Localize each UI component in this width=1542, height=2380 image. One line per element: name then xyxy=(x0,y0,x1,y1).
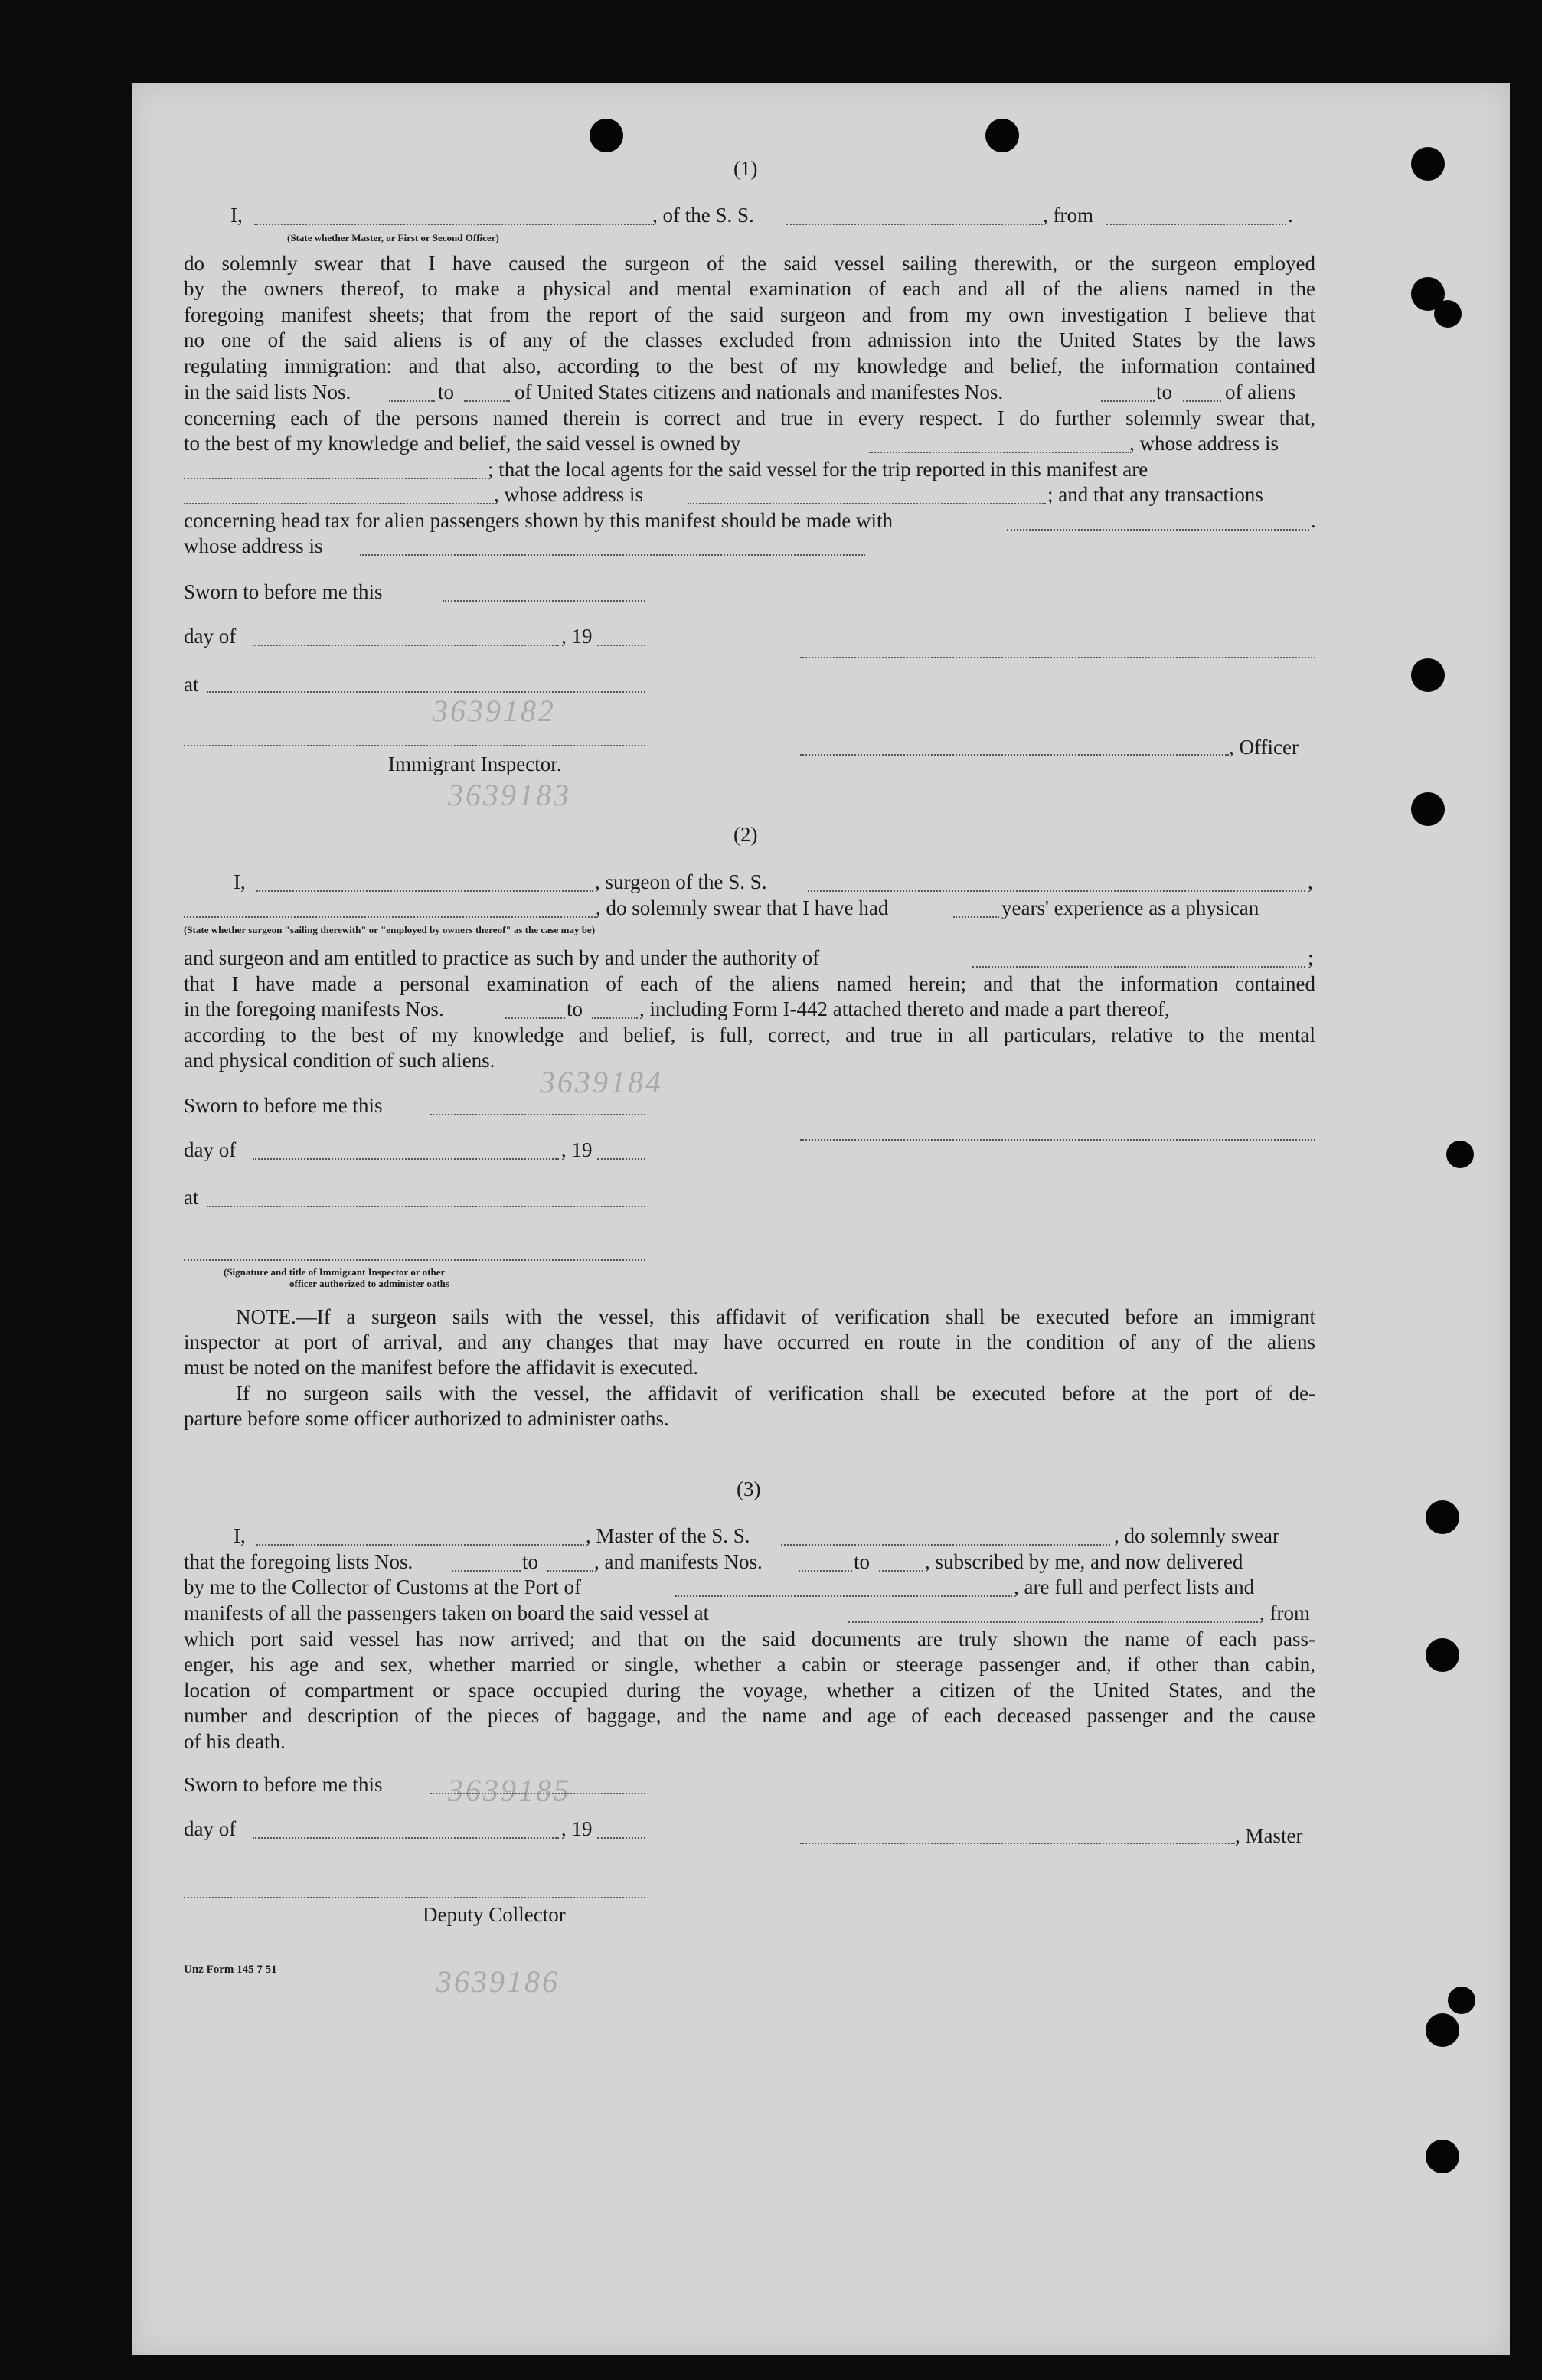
section-3-number: (3) xyxy=(737,1477,761,1500)
fill-line xyxy=(781,1544,1110,1546)
punch-hole xyxy=(1411,147,1445,181)
fill-line xyxy=(389,400,435,402)
sec3-text-line: which port said vessel has now arrived; and that on the said documents are truly shown the name of each pass- xyxy=(184,1627,1315,1650)
sec1-line10b: ; and that any transactions xyxy=(1047,483,1263,506)
fill-line xyxy=(800,1139,1315,1141)
punch-hole xyxy=(1411,792,1445,826)
fill-line xyxy=(1106,224,1286,225)
punch-hole xyxy=(1448,1987,1475,2014)
fill-line xyxy=(688,503,1046,504)
sec2-dayof: day of xyxy=(184,1138,237,1161)
sec1-dayof: day of xyxy=(184,625,237,648)
fill-line xyxy=(808,890,1305,892)
sec2-note-line5: parture before some officer authorized to administer oaths. xyxy=(184,1407,669,1430)
fill-line xyxy=(505,1017,565,1019)
fill-line xyxy=(256,1544,584,1546)
sec1-text-line: no one of the said aliens is of any of the classes excluded from admission into the United States by the laws xyxy=(184,328,1315,351)
sec1-officer: , Officer xyxy=(1229,736,1299,759)
sec1-text-line: foregoing manifest sheets; that from the report of the said surgeon and from my own investigation I believe that xyxy=(184,303,1315,326)
fill-line xyxy=(800,657,1315,658)
sec2-sig2: officer authorized to administer oaths xyxy=(289,1278,449,1289)
sec2-note: (State whether surgeon "sailing therewith" or "employed by owners thereof" as the case may be) xyxy=(184,924,596,935)
sec1-19: , 19 xyxy=(561,625,593,648)
fill-line xyxy=(879,1570,923,1572)
fill-line xyxy=(430,1114,645,1115)
sec1-line6b: to xyxy=(438,380,455,403)
sec3-deputy: Deputy Collector xyxy=(423,1903,566,1926)
sec3-master: , Master xyxy=(1235,1824,1303,1847)
fill-line xyxy=(464,400,510,402)
sec2-line5c: , including Form I-442 attached thereto and made a part thereof, xyxy=(639,997,1170,1020)
sec1-line6a: in the said lists Nos. xyxy=(184,380,351,403)
sec2-note-line: inspector at port of arrival, and any changes that may have occurred en route in the condition of any of the aliens xyxy=(184,1330,1315,1353)
punch-hole xyxy=(1434,300,1462,328)
sec2-line5b: to xyxy=(567,997,583,1020)
fill-line xyxy=(253,1158,559,1160)
fill-line xyxy=(443,600,645,602)
fill-line xyxy=(675,1595,1012,1597)
sec1-line9: ; that the local agents for the said vessel for the trip reported in this manifest are xyxy=(488,458,1148,481)
form-code: Unz Form 145 7 51 xyxy=(184,1964,277,1976)
fill-line xyxy=(953,916,999,918)
sec3-line2e: , subscribed by me, and now delivered xyxy=(925,1550,1243,1573)
sec2-sig1: (Signature and title of Immigrant Inspector or other xyxy=(224,1266,446,1278)
fill-line xyxy=(452,1570,521,1572)
sec3-line3b: , are full and perfect lists and xyxy=(1014,1575,1255,1598)
sec2-line1-i: I, xyxy=(234,870,246,893)
fill-line xyxy=(848,1621,1258,1623)
fill-line xyxy=(184,478,486,479)
sec1-line6c: of United States citizens and nationals and manifestes Nos. xyxy=(515,380,1004,403)
fill-line xyxy=(597,1158,645,1160)
sec1-at: at xyxy=(184,673,199,696)
sec1-text-line: by the owners thereof, to make a physical and mental examination of each and all of the aliens named in the xyxy=(184,277,1315,300)
sec1-line11-end: . xyxy=(1311,509,1316,532)
fill-line xyxy=(254,224,652,225)
sec1-inspector: Immigrant Inspector. xyxy=(388,753,562,775)
fill-line xyxy=(184,1259,645,1261)
sec3-line2a: that the foregoing lists Nos. xyxy=(184,1550,413,1573)
sec3-text-line: location of compartment or space occupied during the voyage, whether a citizen of the United States, and the xyxy=(184,1679,1315,1702)
fill-line xyxy=(592,1017,638,1019)
fill-line xyxy=(800,754,1229,756)
fill-line xyxy=(597,645,645,646)
fill-line xyxy=(207,1206,645,1207)
punch-hole xyxy=(1426,2140,1459,2173)
sec3-line4b: , from xyxy=(1259,1601,1310,1624)
sec2-sworn: Sworn to before me this xyxy=(184,1094,383,1117)
sec3-line9: of his death. xyxy=(184,1730,286,1753)
sec2-line1-ss: , surgeon of the S. S. xyxy=(595,870,767,893)
punch-hole xyxy=(1426,1638,1459,1672)
fill-line xyxy=(1183,400,1221,402)
sec3-text-line: enger, his age and sex, whether married or single, whether a cabin or steerage passenger and, if other than cabin, xyxy=(184,1653,1315,1676)
fill-line xyxy=(786,224,1043,225)
sec1-text-line: do solemnly swear that I have caused the surgeon of the said vessel sailing therewith, or the surgeon employed xyxy=(184,252,1315,275)
sec1-line6e: of aliens xyxy=(1225,380,1296,403)
sec1-line7: concerning each of the persons named therein is correct and true in every respect. I do further solemnly swear that, xyxy=(184,406,1315,429)
sec1-line11: concerning head tax for alien passengers shown by this manifest should be made with xyxy=(184,509,894,532)
sec3-line1-i: I, xyxy=(234,1524,246,1547)
fill-line xyxy=(799,1570,852,1572)
sec1-line1-ss: , of the S. S. xyxy=(652,204,754,227)
fill-line xyxy=(360,554,865,556)
faint-stamp: 3639186 xyxy=(436,1964,560,1999)
faint-stamp: 3639183 xyxy=(448,778,571,812)
sec2-note-line: NOTE.—If a surgeon sails with the vessel, this affidavit of verification shall be executed before an immigrant xyxy=(236,1305,1315,1328)
fill-line xyxy=(547,1570,593,1572)
sec1-line1-end: . xyxy=(1288,204,1293,227)
fill-line xyxy=(184,1897,645,1898)
fill-line xyxy=(972,966,1305,968)
punch-hole xyxy=(1446,1141,1474,1168)
sec2-line6: according to the best of my knowledge and belief, is full, correct, and true in all particulars, relative to the mental xyxy=(184,1023,1315,1046)
sec2-line3: and surgeon and am entitled to practice as such by and under the authority of xyxy=(184,946,820,969)
sec2-line3-end: ; xyxy=(1308,946,1314,969)
sec1-line6d: to xyxy=(1156,380,1173,403)
faint-stamp: 3639182 xyxy=(433,694,556,728)
sec3-19: , 19 xyxy=(561,1817,593,1840)
punch-hole xyxy=(1426,1500,1459,1534)
sec3-text-line: number and description of the pieces of baggage, and the name and age of each deceased passenger and the cause xyxy=(184,1704,1315,1727)
sec1-line8a: to the best of my knowledge and belief, the said vessel is owned by xyxy=(184,432,741,455)
sec1-line1-i: I, xyxy=(230,204,243,227)
sec2-line2b: years' experience as a physican xyxy=(1001,896,1259,919)
sec3-line4a: manifests of all the passengers taken on board the said vessel at xyxy=(184,1601,710,1624)
sec2-note-line3: must be noted on the manifest before the affidavit is executed. xyxy=(184,1356,699,1379)
sec1-line8b: , whose address is xyxy=(1129,432,1279,455)
punch-hole xyxy=(1411,658,1445,692)
fill-line xyxy=(253,1837,559,1839)
sec3-line3a: by me to the Collector of Customs at the Port of xyxy=(184,1575,581,1598)
fill-line xyxy=(869,452,1129,453)
sec3-line1-ss: , Master of the S. S. xyxy=(586,1524,750,1547)
sec1-line1-from: , from xyxy=(1043,204,1093,227)
fill-line xyxy=(207,691,645,693)
section-1-number: (1) xyxy=(733,157,758,180)
sec2-line7: and physical condition of such aliens. xyxy=(184,1049,495,1072)
sec3-line2d: to xyxy=(854,1550,871,1573)
fill-line xyxy=(1007,529,1309,531)
fill-line xyxy=(430,1793,645,1794)
fill-line xyxy=(184,503,494,504)
sec1-line10a: , whose address is xyxy=(494,483,643,506)
faint-stamp: 3639184 xyxy=(540,1065,663,1099)
sec2-19: , 19 xyxy=(561,1138,593,1161)
section-2-number: (2) xyxy=(733,823,758,846)
sec2-line1-end: , xyxy=(1308,870,1313,893)
sec3-line2c: , and manifests Nos. xyxy=(594,1550,763,1573)
sec2-line4: that I have made a personal examination of each of the aliens named herein; and that the information contained xyxy=(184,972,1315,995)
fill-line xyxy=(597,1837,645,1839)
sec2-at: at xyxy=(184,1186,199,1209)
fill-line xyxy=(184,916,596,918)
sec1-sworn: Sworn to before me this xyxy=(184,580,383,603)
sec3-line1-end: , do solemnly swear xyxy=(1114,1524,1279,1547)
sec2-line2a: , do solemnly swear that I have had xyxy=(596,896,889,919)
sec1-text-line: regulating immigration: and that also, according to the best of my knowledge and belief, the information contained xyxy=(184,354,1315,377)
sec3-sworn: Sworn to before me this xyxy=(184,1773,383,1796)
fill-line xyxy=(253,645,559,646)
faint-stamp: 3639185 xyxy=(448,1773,571,1807)
sec1-line12: whose address is xyxy=(184,534,323,557)
sec3-dayof: day of xyxy=(184,1817,237,1840)
fill-line xyxy=(1101,400,1155,402)
fill-line xyxy=(800,1843,1235,1844)
punch-hole xyxy=(590,119,623,152)
fill-line xyxy=(184,745,645,746)
fill-line xyxy=(256,890,593,892)
punch-hole xyxy=(1426,2013,1459,2047)
sec1-note: (State whether Master, or First or Second Officer) xyxy=(287,232,499,243)
sec2-note-line4: If no surgeon sails with the vessel, the affidavit of verification shall be executed before at the port of de- xyxy=(236,1382,1315,1405)
punch-hole xyxy=(985,119,1019,152)
sec2-line5a: in the foregoing manifests Nos. xyxy=(184,997,444,1020)
sec3-line2b: to xyxy=(522,1550,539,1573)
